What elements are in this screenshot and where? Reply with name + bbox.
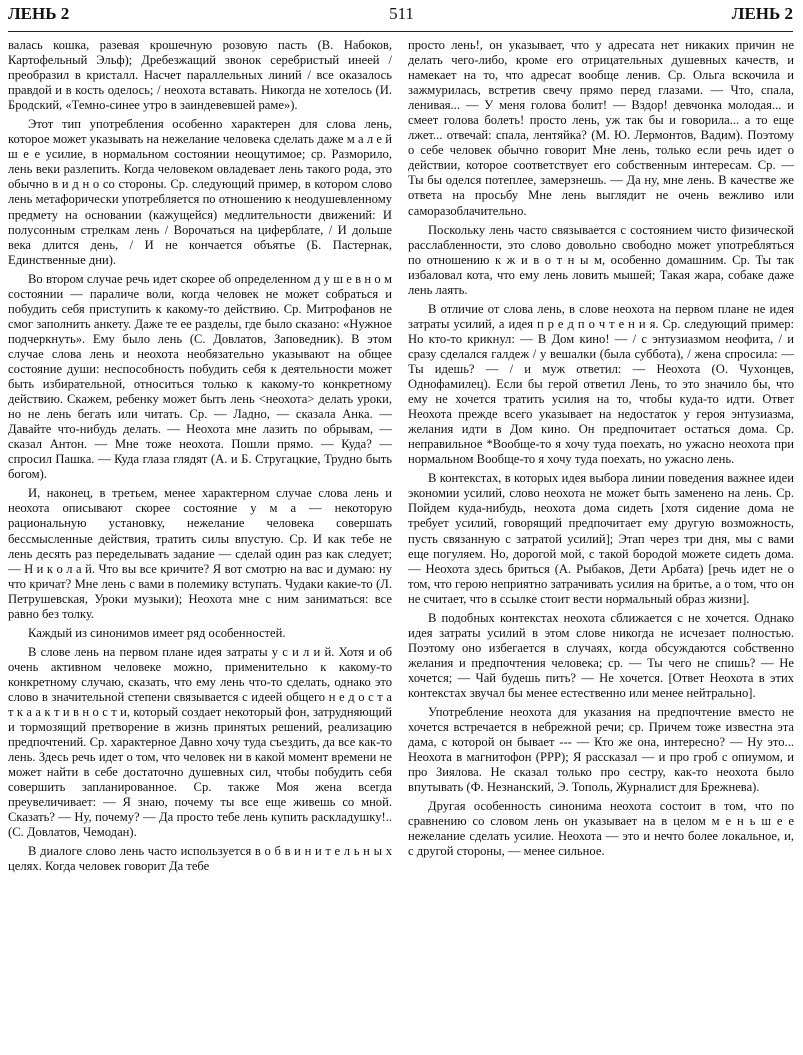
paragraph: В отличие от слова лень, в слове неохота на первом плане не идея затраты усилий, а идея п р е д п о ч т е н и я. Ср. следующий пример: Но кто-то крикнул: — В Дом кино! — / с энтузиазмом неофита, / и сразу сделался галдеж / у вешалки (была суббота), / жена спросила: — Ты идешь? — / и муж ответил: — Неохота (О. Чухонцев, Однофамилец). Если бы герой ответил Лень, то это значило бы, что ему не хочется тратить усилия на то, чтобы куда-то идти. Ответ Неохота прежде всего указывает на недостаток у героя энтузиазма, желания идти в Дом кино. Он предпочитает остаться дома. Ср. неправильное *Вообще-то я хочу туда поехать, но ужасно неохота при нормальном Вообще-то я хочу туда поехать, но ужасно лень. [408,301,794,467]
running-head-right: ЛЕНЬ 2 [731,4,793,23]
paragraph: Во втором случае речь идет скорее об определенном д у ш е в н о м состоянии — параличе воли, когда человек не может собраться и побудить себя приступить к какому-то действию. Ср. Митрофанов не смог заполнить анкету. Даже те ее разделы, где было сказано: «Нужное подчеркнуть». Ему было лень (С. Довлатов, Заповедник). В этом случае слова лень и неохота необязательно указывают на общее состояние души: неспособность побудить себя к деятельности может быть избирательной, относиться только к какому-то конкретному действию. Скажем, ребенку может быть лень <неохота> делать уроки, но не лень бегать или читать. Ср. — Ладно, — сказала Анка. — Давайте что-нибудь делать. — Неохота мне лазить по обрывам, — сказал Антон. — Мне тоже неохота. Пошли прямо. — Куда? — спросил Пашка. — Куда глаза глядят (А. и Б. Стругацкие, Трудно быть богом). [8,271,392,482]
paragraph: Поскольку лень часто связывается с состоянием чисто физической расслабленности, это слово довольно свободно может употребляться по отношению к ж и в о т н ы м, особенно домашним. Ср. Ты так избаловал кота, что ему лень ловить мышей; Такая жара, собаке даже лень лаять. [408,222,794,297]
paragraph: просто лень!, он указывает, что у адресата нет никаких причин не делать чего-либо, кроме его отрицательных душевных качеств, и намекает на то, что адресат вообще ленив. Ср. Ольга вскочила и зажмурилась, встретив свечу прямо перед глазами. — Что, спала, ленивая... — У меня голова болит! — Вздор! девчонка молодая... и смеет голова болеть! просто лень, уж так бы и говорила... а то еще лжет... отвечай: спала, лентяйка? (М. Ю. Лермонтов, Вадим). Поэтому о себе человек обычно говорит Мне лень, только если речь идет о действии, которое соответствует его собственным интересам. Ср. — Ты бы оделся потеплее, замерзнешь. — Да ну, мне лень. В качестве же ответа на просьбу Мне лень выглядит не очень вежливо или саморазоблачительно. [408,38,794,218]
paragraph: Каждый из синонимов имеет ряд особенностей. [28,625,286,640]
left-column [8,38,392,1048]
paragraph: В диалоге слово лень часто используется в о б в и н и т е л ь н ы х целях. Когда человек говорит Да тебе [8,844,392,874]
running-head-left: ЛЕНЬ 2 [8,4,70,23]
right-column [408,38,794,1048]
paragraph: Этот тип употребления особенно характерен для слова лень, которое может указывать на нежелание человека сделать даже м а л е й ш е е усилие, в нормальном состоянии неощутимое; ср. Разморило, лень веки разлепить. Когда человеком овладевает лень такого рода, это обычно в и д н о со стороны. Ср. следующий пример, в котором слово лень метафорически употребляется по отношению к неодушевленному предмету на основании (кажущейся) медлительности движений: И полусонным стрелкам лень / Ворочаться на циферблате, / И дольше века длится день, / И не кончается объятье (Б. Пастернак, Единственные дни). [8,117,392,267]
paragraph: Другая особенность синонима неохота состоит в том, что по сравнению со словом лень он указывает на в целом м е н ь ш е е нежелание сделать усилие. Неохота — это и нечто более локальное, и, с другой стороны, — менее сильное. [408,799,794,859]
header-rule [8,31,793,32]
paragraph: И, наконец, в третьем, менее характерном случае слова лень и неохота описывают скорее состояние у м а — некоторую рациональную установку, нежелание человека совершать бессмысленные действия, тратить силы впустую. Ср. И как тебе не лень десять раз переделывать задание — сделай один раз как следует; — Н и к о л а й. Что вы все кричите? Я вот смотрю на вас и думаю: ну что кричат? Мне лень с вами в полемику вступать. Чудаки какие-то (Л. Петрушевская, Уроки музыки); Неохота мне с ним заниматься: все равно без толку. [8,486,392,621]
paragraph: Употребление неохота для указания на предпочтение вместо не хочется встречается в небрежной речи; ср. Причем тоже известна эта дама, с которой он бывает --- — Кто же она, интересно? — Ну это... Неохота в магнитофон (РРР); Я рассказал — и про гроб с опиумом, и про Зиялова. Не сказал только про сестру, как-то неохота было впутывать (Ф. Незнанский, Э. Тополь, Журналист для Брежнева). [408,705,794,795]
page-number: 511 [389,4,414,23]
paragraph: валась кошка, разевая крошечную розовую пасть (В. Набоков, Картофельный Эльф); Дребезжащий звонок серебристый инеей / преобразил в кристалл. Насчет параллельных линий / все оказалось правдой и в кость оделось; / неохота вставать. Никогда не хотелось (И. Бродский, «Темно-синее утро в заиндевевшей раме»). [8,38,392,113]
paragraph: В подобных контекстах неохота сближается с не хочется. Однако идея затраты усилий в этом слове никогда не исчезает полностью. Поэтому оно избегается в случаях, когда обсуждаются собственно желания и предпочтения человека; ср. — Ты чего не спишь? — Не хочется; — Чай будешь пить? — Не хочется. [Ответ Неохота в этих контекстах звучал бы менее естественно или менее нейтрально]. [408,610,794,700]
paragraph: В слове лень на первом плане идея затраты у с и л и й. Хотя и об очень активном человеке можно, применительно к какому-то конкретному случаю, сказать, что ему лень что-то сделать, однако это слово в значительной степени связывается с идеей общего н е д о с т а т к а а к т и в н о с т и, который создает некоторый фон, затрудняющий и тормозящий претворение в жизнь принятых решений, реализацию предпочтений. Ср. характерное Давно хочу туда съездить, да все как-то лень. Здесь речь идет о том, что человек ни в какой момент времени не может найти в себе достаточно душевных сил, чтобы побудить себя совершить запланированное. Ср. также Моя жена всегда преувеличивает: — Я знаю, почему ты все еще живешь со мной. Сказать? — Ну, почему? — Да просто тебе лень купить раскладушку!.. (С. Довлатов, Чемодан). [8,644,392,840]
paragraph: В контекстах, в которых идея выбора линии поведения важнее идеи экономии усилий, слово неохота не может быть заменено на лень. Ср. Пойдем куда-нибудь, неохота дома сидеть [хотя сидение дома не требует усилий, говорящий предпочитает ему другую возможность, пусть связанную с затратой усилий]; Этап через три дня, мы с вами еще погуляем. Но, дорогой мой, с такой бородой можете сидеть дома. — Неохота здесь бриться (А. Рыбаков, Дети Арбата) [речь идет не о том, что герою неприятно затрачивать усилия на бритье, а о том, что он не считает, что в ссылке стоит вести нормальный образ жизни]. [408,471,794,606]
